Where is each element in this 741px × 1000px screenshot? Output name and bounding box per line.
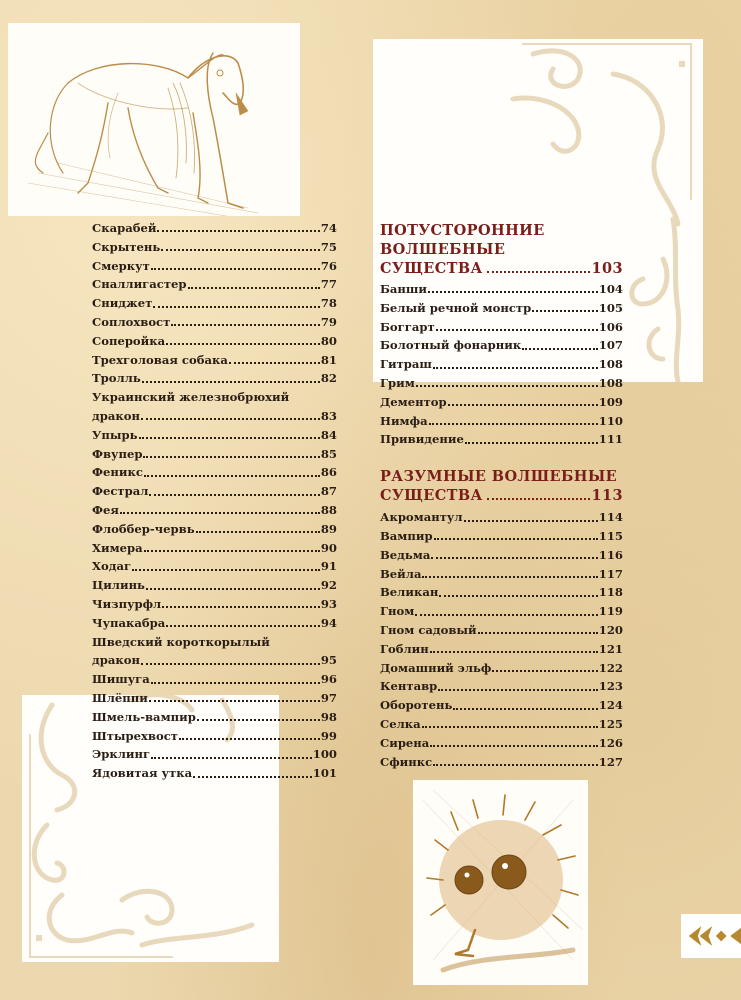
- leader-dots: [151, 268, 320, 270]
- leader-dots: [433, 367, 598, 369]
- leader-dots: [143, 456, 319, 458]
- section-title-line: ВОЛШЕБНЫЕ: [380, 241, 506, 258]
- entry-page-number: 76: [320, 258, 337, 273]
- entry-name: Смеркут: [92, 258, 150, 273]
- toc-entry-line: [92, 388, 337, 407]
- entry-page-number: 123: [598, 679, 623, 694]
- entry-page-number: 108: [598, 357, 623, 372]
- entry-page-number: 86: [320, 465, 337, 480]
- entry-page-number: 88: [320, 502, 337, 517]
- toc-entry[interactable]: [380, 753, 623, 772]
- leader-dots: [431, 557, 597, 559]
- entry-page-number: 127: [598, 754, 623, 769]
- toc-entry[interactable]: [380, 640, 623, 659]
- section-title: [380, 221, 623, 278]
- puffskein-sketch-icon: [413, 780, 588, 985]
- entry-page-number: 93: [320, 596, 337, 611]
- leader-dots: [144, 475, 320, 477]
- toc-entry[interactable]: [380, 583, 623, 602]
- toc-entry[interactable]: [380, 412, 623, 431]
- toc-entry[interactable]: [380, 318, 623, 337]
- entry-name: Банши: [380, 282, 427, 296]
- entry-name: дракон: [92, 653, 140, 668]
- entry-page-number: 124: [598, 698, 623, 713]
- toc-entry[interactable]: [92, 407, 337, 426]
- entry-page-number: 77: [320, 277, 337, 292]
- entry-name: Сирена: [380, 735, 430, 750]
- entry-page-number: 97: [320, 690, 337, 705]
- toc-entry[interactable]: [380, 602, 623, 621]
- toc-entry[interactable]: [92, 520, 337, 539]
- section-title: [380, 467, 623, 505]
- entry-name: Болотный фонарник: [380, 338, 522, 353]
- leader-dots: [161, 249, 320, 251]
- leader-dots: [415, 614, 598, 616]
- entry-name: Трехголовая собака: [92, 352, 228, 367]
- entry-page-number: 94: [320, 615, 337, 630]
- toc-entry[interactable]: [92, 708, 337, 727]
- toc-entry[interactable]: [380, 430, 623, 449]
- entry-page-number: 121: [598, 641, 623, 656]
- toc-entry[interactable]: [92, 614, 337, 633]
- entry-page-number: 118: [598, 585, 623, 600]
- entry-name: Дементор: [380, 394, 447, 409]
- section-title-line: ПОТУСТОРОННИЕ: [380, 222, 545, 239]
- entry-page-number: 75: [320, 239, 337, 254]
- section-page-number: 113: [591, 487, 623, 505]
- toc-entry[interactable]: [92, 670, 337, 689]
- entry-name: Сниджет: [92, 296, 153, 311]
- entry-page-number: 79: [320, 314, 337, 329]
- entry-name: Привидение: [380, 432, 464, 447]
- entry-page-number: 81: [320, 352, 337, 367]
- toc-section-link[interactable]: [380, 259, 623, 278]
- section-title-line: СУЩЕСТВА: [380, 487, 483, 505]
- entry-page-number: 106: [598, 319, 623, 334]
- entry-name: Фестрал: [92, 484, 149, 499]
- section-title-line: СУЩЕСТВА: [380, 260, 483, 277]
- entry-name: Шмель-вампир: [92, 709, 196, 724]
- entry-page-number: 84: [320, 427, 337, 442]
- entry-name: Скрытень: [92, 239, 161, 254]
- entry-page-number: 122: [598, 660, 623, 675]
- toc-entry[interactable]: [380, 393, 623, 412]
- entry-name: Вейла: [380, 566, 422, 581]
- leader-dots: [151, 682, 320, 684]
- leader-dots: [492, 670, 597, 672]
- toc-entry[interactable]: [92, 445, 337, 464]
- leader-dots: [197, 719, 320, 721]
- leader-dots: [193, 776, 312, 778]
- leader-dots: [416, 385, 598, 387]
- leader-dots: [464, 520, 598, 522]
- entry-page-number: 116: [598, 547, 623, 562]
- entry-name: Гоблин: [380, 641, 429, 656]
- leader-dots: [430, 745, 597, 747]
- entry-name: Ведьма: [380, 547, 431, 562]
- toc-entry[interactable]: [92, 501, 337, 520]
- toc-entry[interactable]: [92, 745, 337, 764]
- leader-dots: [171, 324, 320, 326]
- entry-page-number: 105: [598, 300, 623, 315]
- toc-entry[interactable]: [380, 336, 623, 355]
- toc-entry[interactable]: [92, 689, 337, 708]
- entry-page-number: 90: [320, 540, 337, 555]
- leader-dots: [166, 625, 320, 627]
- entry-name: Феникс: [92, 465, 143, 480]
- entry-name: Упырь: [92, 427, 138, 442]
- section-otherworldly: [380, 221, 623, 449]
- leader-dots: [157, 230, 319, 232]
- entry-name: Сфинкс: [380, 754, 433, 769]
- entry-page-number: 98: [320, 709, 337, 724]
- leader-dots: [428, 291, 598, 293]
- leader-dots: [487, 498, 590, 500]
- leader-dots: [144, 550, 320, 552]
- toc-entry[interactable]: [380, 546, 623, 565]
- entry-name: Шлёппи: [92, 690, 148, 705]
- toc-entry[interactable]: [380, 527, 623, 546]
- entry-name: Вампир: [380, 528, 433, 543]
- leader-dots: [149, 700, 320, 702]
- entry-page-number: 107: [598, 338, 623, 353]
- entry-name: Боггарт: [380, 319, 435, 334]
- entry-name: Ядовитая утка: [92, 766, 193, 781]
- leader-dots: [532, 310, 598, 312]
- entry-page-number: 82: [320, 371, 337, 386]
- dog-sketch-icon: [8, 23, 300, 216]
- toc-left-column: [92, 219, 337, 783]
- entry-name: Химера: [92, 540, 143, 555]
- toc-section-link[interactable]: [380, 486, 623, 505]
- leader-dots: [149, 494, 319, 496]
- toc-entry[interactable]: [92, 557, 337, 576]
- entry-page-number: 104: [598, 282, 623, 296]
- toc-entry[interactable]: [92, 257, 337, 276]
- toc-entry[interactable]: [92, 651, 337, 670]
- entry-page-number: 83: [320, 408, 337, 423]
- toc-entry[interactable]: [92, 351, 337, 370]
- entry-name: Гном садовый: [380, 622, 477, 637]
- leader-dots: [433, 764, 598, 766]
- toc-entry[interactable]: [92, 764, 337, 783]
- entry-name: Гном: [380, 604, 415, 619]
- toc-entry[interactable]: [380, 715, 623, 734]
- leader-dots: [132, 569, 320, 571]
- leader-dots: [188, 287, 320, 289]
- entry-page-number: 125: [598, 716, 623, 731]
- leader-dots: [465, 442, 598, 444]
- entry-name: Домашний эльф: [380, 660, 492, 675]
- leader-dots: [434, 538, 598, 540]
- entry-name: Флоббер-червь: [92, 521, 195, 536]
- entry-name: Селка: [380, 716, 421, 731]
- entry-name: Кентавр: [380, 679, 438, 694]
- leader-dots: [430, 651, 598, 653]
- entry-page-number: 117: [598, 566, 623, 581]
- leader-dots: [141, 663, 320, 665]
- leader-dots: [120, 512, 320, 514]
- entry-name: Грим: [380, 375, 415, 390]
- toc-entry[interactable]: [92, 369, 337, 388]
- toc-entry[interactable]: [380, 565, 623, 584]
- toc-entry[interactable]: [92, 332, 337, 351]
- entry-name: Фвупер: [92, 446, 143, 461]
- toc-entry[interactable]: [92, 294, 337, 313]
- entry-name: Нимфа: [380, 413, 428, 428]
- entry-page-number: 100: [312, 747, 337, 762]
- toc-entry[interactable]: [92, 727, 337, 746]
- toc-entry[interactable]: [380, 659, 623, 678]
- leader-dots: [436, 329, 598, 331]
- entry-name: дракон: [92, 408, 140, 423]
- entry-page-number: 89: [320, 521, 337, 536]
- leader-dots: [141, 418, 320, 420]
- toc-entry[interactable]: [380, 734, 623, 753]
- toc-entry[interactable]: [92, 313, 337, 332]
- entry-name: Чизпурфл: [92, 596, 162, 611]
- entry-page-number: 91: [320, 559, 337, 574]
- entry-name: Шведский короткорылый: [92, 634, 270, 649]
- entry-page-number: 95: [320, 653, 337, 668]
- leader-dots: [478, 632, 598, 634]
- entry-name: Соплохвост: [92, 314, 171, 329]
- leader-dots: [439, 595, 597, 597]
- entry-page-number: 92: [320, 578, 337, 593]
- leader-dots: [139, 437, 320, 439]
- entry-name: Эрклинг: [92, 747, 151, 762]
- entry-page-number: 108: [598, 375, 623, 390]
- toc-entry[interactable]: [92, 595, 337, 614]
- entry-name: Сналлигастер: [92, 277, 187, 292]
- section-page-number: 103: [591, 260, 623, 277]
- entry-page-number: 119: [598, 604, 623, 619]
- leader-dots: [429, 423, 598, 425]
- dog-illustration: [8, 23, 300, 216]
- leader-dots: [151, 757, 312, 759]
- leader-dots: [146, 588, 320, 590]
- leader-dots: [448, 404, 598, 406]
- toc-entry[interactable]: [380, 508, 623, 527]
- toc-entry[interactable]: [92, 238, 337, 257]
- entry-name: Великан: [380, 585, 439, 600]
- leader-dots: [142, 381, 320, 383]
- toc-right-column: [380, 221, 623, 771]
- section-sentient: [380, 467, 623, 771]
- entry-name: Соперойка: [92, 333, 166, 348]
- entry-name: Тролль: [92, 371, 141, 386]
- entry-name: Скарабей: [92, 221, 157, 235]
- entry-page-number: 101: [312, 766, 337, 781]
- leader-dots: [229, 362, 320, 364]
- leader-dots: [196, 531, 320, 533]
- puffskein-illustration: [413, 780, 588, 985]
- leader-dots: [453, 708, 597, 710]
- leader-dots: [166, 343, 320, 345]
- entry-name: Белый речной монстр: [380, 300, 532, 315]
- toc-entry[interactable]: [92, 275, 337, 294]
- entry-page-number: 96: [320, 672, 337, 687]
- toc-entry[interactable]: [380, 299, 623, 318]
- leader-dots: [422, 576, 597, 578]
- toc-entry[interactable]: [92, 482, 337, 501]
- leader-dots: [522, 348, 598, 350]
- toc-entry[interactable]: [92, 219, 337, 238]
- toc-entry[interactable]: [380, 355, 623, 374]
- entry-page-number: 111: [598, 432, 623, 447]
- entry-name: Украинский железнобрюхий: [92, 390, 290, 405]
- leader-dots: [487, 271, 590, 273]
- leader-dots: [162, 606, 320, 608]
- double-chevron-left-icon: [687, 921, 741, 951]
- leader-dots: [422, 726, 598, 728]
- entry-name: Акромантул: [380, 510, 463, 525]
- entry-page-number: 78: [320, 296, 337, 311]
- entry-page-number: 87: [320, 484, 337, 499]
- toc-entry[interactable]: [92, 463, 337, 482]
- toc-entry[interactable]: [380, 677, 623, 696]
- prev-page-button[interactable]: [681, 914, 741, 958]
- entry-name: Гитраш: [380, 357, 432, 372]
- entry-page-number: 99: [320, 728, 337, 743]
- entry-page-number: 120: [598, 622, 623, 637]
- entry-name: Шишуга: [92, 672, 150, 687]
- entry-page-number: 80: [320, 333, 337, 348]
- entry-page-number: 126: [598, 735, 623, 750]
- entry-page-number: 114: [598, 510, 623, 525]
- entry-page-number: 74: [320, 221, 337, 235]
- entry-page-number: 85: [320, 446, 337, 461]
- entry-name: Цилинь: [92, 578, 145, 593]
- entry-name: Штырехвост: [92, 728, 178, 743]
- toc-entry[interactable]: [380, 280, 623, 299]
- toc-entry[interactable]: [380, 374, 623, 393]
- entry-page-number: 115: [598, 528, 623, 543]
- toc-entry[interactable]: [92, 576, 337, 595]
- leader-dots: [179, 738, 320, 740]
- entry-name: Фея: [92, 502, 119, 517]
- entry-page-number: 110: [598, 413, 623, 428]
- entry-name: Чупакабра: [92, 615, 166, 630]
- entry-page-number: 109: [598, 394, 623, 409]
- toc-entry[interactable]: [92, 426, 337, 445]
- section-title-line: РАЗУМНЫЕ ВОЛШЕБНЫЕ: [380, 468, 618, 486]
- entry-name: Ходаг: [92, 559, 132, 574]
- toc-entry[interactable]: [92, 539, 337, 558]
- toc-entry[interactable]: [380, 696, 623, 715]
- entry-name: Оборотень: [380, 698, 453, 713]
- toc-entry[interactable]: [380, 621, 623, 640]
- leader-dots: [153, 306, 320, 308]
- toc-entry-line: [92, 633, 337, 652]
- leader-dots: [438, 689, 598, 691]
